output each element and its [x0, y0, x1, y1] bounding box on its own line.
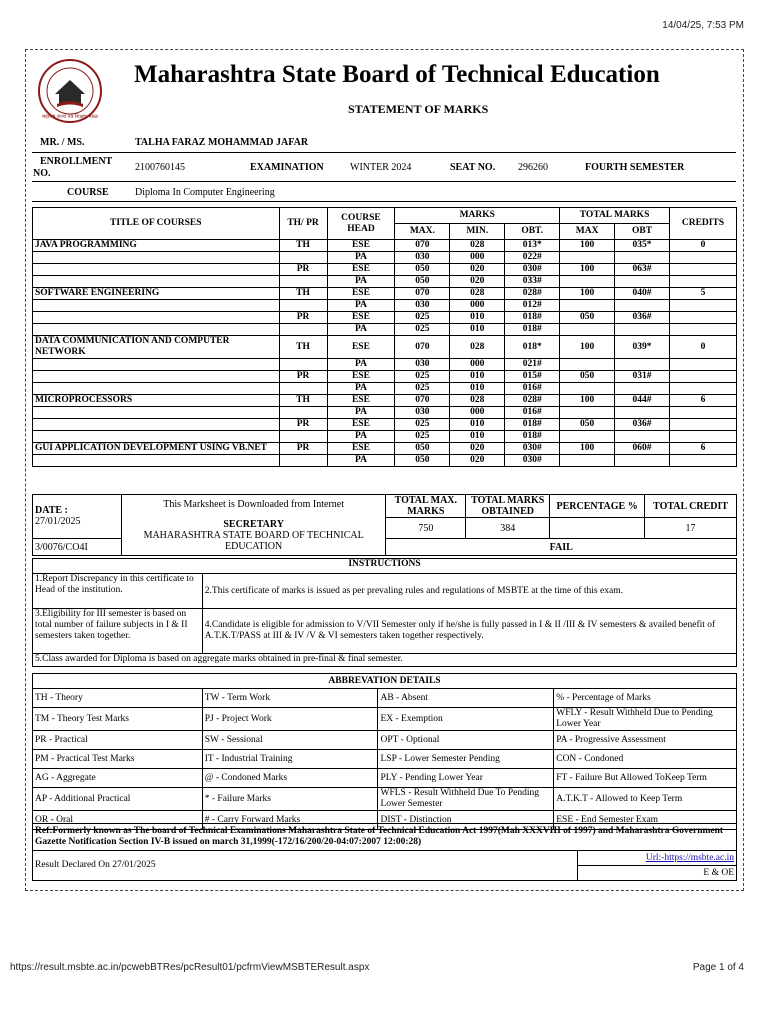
total-max — [560, 431, 615, 443]
th-pr — [279, 276, 327, 288]
col-course-head: COURSE HEAD — [327, 208, 395, 240]
total-obt: 036# — [615, 312, 670, 324]
credits — [669, 324, 736, 336]
total-max: 100 — [560, 264, 615, 276]
max: 050 — [395, 443, 450, 455]
min: 010 — [450, 431, 505, 443]
min: 028 — [450, 336, 505, 359]
max: 050 — [395, 264, 450, 276]
svg-text:महाराष्ट्र राज्य तंत्र शिक्षण: महाराष्ट्र राज्य तंत्र शिक्षण मंडळ — [42, 114, 98, 120]
min: 028 — [450, 395, 505, 407]
th-pr — [279, 455, 327, 467]
max: 025 — [395, 383, 450, 395]
credits — [669, 312, 736, 324]
course-head: PA — [327, 324, 395, 336]
statement-title: STATEMENT OF MARKS — [348, 102, 489, 116]
abbreviation-entry: SW - Sessional — [202, 731, 378, 750]
marks-row — [33, 407, 737, 419]
course-head: ESE — [327, 443, 395, 455]
max: 070 — [395, 395, 450, 407]
divider — [32, 181, 736, 182]
marks-row — [33, 443, 737, 455]
total-obt: 036# — [615, 419, 670, 431]
abbreviation-entry: EX - Exemption — [378, 708, 554, 731]
credits — [669, 276, 736, 288]
col-credits: CREDITS — [669, 208, 736, 240]
course-title: GUI APPLICATION DEVELOPMENT USING VB.NET — [33, 443, 280, 455]
credits: 0 — [669, 240, 736, 252]
divider — [32, 201, 736, 202]
total-max: 100 — [560, 443, 615, 455]
course-head: ESE — [327, 288, 395, 300]
enrollment-label: ENROLLMENT — [40, 156, 113, 167]
course-title — [33, 324, 280, 336]
course-head: PA — [327, 383, 395, 395]
min: 010 — [450, 419, 505, 431]
min: 000 — [450, 407, 505, 419]
max: 025 — [395, 312, 450, 324]
footer-table — [32, 823, 737, 881]
instructions-title: INSTRUCTIONS — [33, 559, 737, 574]
course-title — [33, 312, 280, 324]
total-obt — [615, 276, 670, 288]
min: 020 — [450, 455, 505, 467]
marks-row — [33, 395, 737, 407]
min: 010 — [450, 383, 505, 395]
examination-label: EXAMINATION — [250, 162, 324, 173]
date-value: 27/01/2025 — [35, 516, 81, 527]
enrollment-label-no: NO. — [33, 168, 51, 179]
result-status: FAIL — [386, 539, 737, 556]
th-pr: PR — [279, 312, 327, 324]
max: 025 — [395, 431, 450, 443]
abbreviation-entry: AP - Additional Practical — [33, 788, 203, 811]
obt: 022# — [505, 252, 560, 264]
col-marks: MARKS — [395, 208, 560, 224]
total-obt — [615, 407, 670, 419]
total-obt — [615, 383, 670, 395]
th-pr — [279, 431, 327, 443]
total-max-value: 750 — [386, 518, 466, 539]
credits: 0 — [669, 336, 736, 359]
marks-row — [33, 276, 737, 288]
enrollment-number: 2100760145 — [135, 162, 185, 173]
marks-row — [33, 252, 737, 264]
min: 020 — [450, 276, 505, 288]
marks-row — [33, 431, 737, 443]
th-pr: TH — [279, 288, 327, 300]
total-max — [560, 276, 615, 288]
course-head: ESE — [327, 371, 395, 383]
total-max: 050 — [560, 419, 615, 431]
obt: 030# — [505, 264, 560, 276]
total-credit-label: TOTAL CREDIT — [645, 495, 737, 518]
min: 010 — [450, 312, 505, 324]
th-pr: TH — [279, 240, 327, 252]
abbreviation-entry: DIST - Distinction — [378, 811, 554, 830]
total-obt — [615, 455, 670, 467]
th-pr: TH — [279, 395, 327, 407]
instruction-5: 5.Class awarded for Diploma is based on aggregate marks obtained in pre-final & final semester. — [33, 654, 737, 667]
th-pr — [279, 252, 327, 264]
total-max: 100 — [560, 288, 615, 300]
total-max — [560, 383, 615, 395]
total-max: 100 — [560, 336, 615, 359]
credits — [669, 264, 736, 276]
credits — [669, 455, 736, 467]
marks-row — [33, 419, 737, 431]
abbreviation-entry: TM - Theory Test Marks — [33, 708, 203, 731]
max: 030 — [395, 407, 450, 419]
total-obt-label: TOTAL MARKS OBTAINED — [466, 495, 550, 518]
marks-row — [33, 359, 737, 371]
max: 030 — [395, 359, 450, 371]
instruction-4: 4.Candidate is eligible for admission to V/VII Semester only if he/she is fully passed in I & II /III & IV semesters & availed benefit of A.T.K.T/PASS at III & IV /V & VI semesters taken together respectively. — [202, 609, 736, 654]
marks-table — [32, 207, 737, 467]
abbreviation-entry: PM - Practical Test Marks — [33, 750, 203, 769]
abbreviations-table — [32, 673, 737, 830]
th-pr: TH — [279, 336, 327, 359]
credits — [669, 359, 736, 371]
course-label: COURSE — [67, 187, 109, 198]
instruction-1: 1.Report Discrepancy in this certificate to Head of the institution. — [33, 574, 203, 609]
percentage-label: PERCENTAGE % — [550, 495, 645, 518]
course-title: MICROPROCESSORS — [33, 395, 280, 407]
course-head: ESE — [327, 312, 395, 324]
total-max — [560, 407, 615, 419]
max: 050 — [395, 276, 450, 288]
credits — [669, 407, 736, 419]
total-credit-value: 17 — [645, 518, 737, 539]
marks-row — [33, 300, 737, 312]
marks-row — [33, 336, 737, 359]
total-obt — [615, 431, 670, 443]
percentage-value — [550, 518, 645, 539]
total-obt — [615, 300, 670, 312]
credits: 6 — [669, 395, 736, 407]
max: 030 — [395, 300, 450, 312]
total-obt: 044# — [615, 395, 670, 407]
marks-row — [33, 288, 737, 300]
total-max: 050 — [560, 312, 615, 324]
abbreviation-entry: * - Failure Marks — [202, 788, 378, 811]
abbreviation-entry: TW - Term Work — [202, 689, 378, 708]
total-max — [560, 455, 615, 467]
th-pr — [279, 359, 327, 371]
act-reference: Ref:Formerly known as The board of Technical Examinations Maharashtra State of Technical Education Act 1997(Mah XXXVIII of 1997) and Maharashtra Government Gazette Notification Section IV-B issued on march 31,1999(-172/16/200/20-04:07:2007 12:00:28) — [33, 824, 737, 851]
obt: 033# — [505, 276, 560, 288]
max: 070 — [395, 288, 450, 300]
course-title — [33, 359, 280, 371]
abbreviation-entry: OR - Oral — [33, 811, 203, 830]
max: 030 — [395, 252, 450, 264]
obt: 030# — [505, 455, 560, 467]
obt: 030# — [505, 443, 560, 455]
obt: 012# — [505, 300, 560, 312]
instructions-table — [32, 558, 737, 667]
course-head: ESE — [327, 264, 395, 276]
min: 020 — [450, 443, 505, 455]
board-title: Maharashtra State Board of Technical Education — [134, 61, 660, 88]
max: 070 — [395, 336, 450, 359]
min: 010 — [450, 324, 505, 336]
th-pr: PR — [279, 371, 327, 383]
course-title — [33, 455, 280, 467]
total-max — [560, 359, 615, 371]
abbreviation-entry: CON - Condoned — [554, 750, 737, 769]
total-max — [560, 324, 615, 336]
course-title — [33, 300, 280, 312]
course-head: ESE — [327, 419, 395, 431]
abbreviation-row — [33, 788, 737, 811]
credits — [669, 431, 736, 443]
abbreviation-entry: ESE - End Semester Exam — [554, 811, 737, 830]
abbreviation-entry: WFLS - Result Withheld Due To Pending Lower Semester — [378, 788, 554, 811]
col-total-obt: OBT — [615, 224, 670, 240]
course-title — [33, 371, 280, 383]
reference-code: 3/0076/CO4I — [33, 539, 122, 556]
secretary-title: SECRETARY — [223, 519, 284, 530]
credits — [669, 371, 736, 383]
course-head: PA — [327, 252, 395, 264]
abbreviation-entry: TH - Theory — [33, 689, 203, 708]
abbreviation-row — [33, 708, 737, 731]
min: 000 — [450, 252, 505, 264]
obt: 018# — [505, 431, 560, 443]
download-note: This Marksheet is Downloaded from Internet — [163, 499, 345, 510]
max: 025 — [395, 324, 450, 336]
instruction-3: 3.Eligibility for III semester is based on total number of failure subjects in I & II semesters taken together. — [33, 609, 203, 654]
abbreviation-entry: FT - Failure But Allowed ToKeep Term — [554, 769, 737, 788]
course-head: ESE — [327, 336, 395, 359]
abbreviations-title: ABBREVATION DETAILS — [33, 674, 737, 689]
total-obt — [615, 324, 670, 336]
credits — [669, 300, 736, 312]
obt: 018* — [505, 336, 560, 359]
course-head: ESE — [327, 395, 395, 407]
course-title: DATA COMMUNICATION AND COMPUTER NETWORK — [33, 336, 280, 359]
credits: 6 — [669, 443, 736, 455]
total-obt — [615, 252, 670, 264]
e-and-oe: E & OE — [578, 866, 737, 881]
total-max: 100 — [560, 240, 615, 252]
max: 025 — [395, 419, 450, 431]
result-declared: Result Declared On 27/01/2025 — [33, 851, 578, 881]
abbreviation-entry: PLY - Pending Lower Year — [378, 769, 554, 788]
total-obt: 031# — [615, 371, 670, 383]
min: 020 — [450, 264, 505, 276]
course-head: ESE — [327, 240, 395, 252]
abbreviation-entry: LSP - Lower Semester Pending — [378, 750, 554, 769]
th-pr: PR — [279, 443, 327, 455]
max: 070 — [395, 240, 450, 252]
abbreviation-row — [33, 750, 737, 769]
course-title — [33, 276, 280, 288]
marks-row — [33, 455, 737, 467]
course-title — [33, 431, 280, 443]
course-head: PA — [327, 359, 395, 371]
abbreviation-entry: OPT - Optional — [378, 731, 554, 750]
course-title — [33, 252, 280, 264]
col-obt: OBT. — [505, 224, 560, 240]
marks-row — [33, 240, 737, 252]
total-obt: 040# — [615, 288, 670, 300]
course-head: PA — [327, 431, 395, 443]
abbreviation-row — [33, 769, 737, 788]
total-max — [560, 300, 615, 312]
max: 025 — [395, 371, 450, 383]
total-max — [560, 252, 615, 264]
credits — [669, 252, 736, 264]
instruction-2: 2.This certificate of marks is issued as per prevaling rules and regulations of MSBTE at the time of this exam. — [202, 574, 736, 609]
col-max: MAX. — [395, 224, 450, 240]
th-pr — [279, 383, 327, 395]
marks-row — [33, 312, 737, 324]
divider — [32, 152, 736, 153]
min: 010 — [450, 371, 505, 383]
course-head: PA — [327, 455, 395, 467]
th-pr — [279, 300, 327, 312]
min: 000 — [450, 300, 505, 312]
abbreviation-row — [33, 689, 737, 708]
print-timestamp: 14/04/25, 7:53 PM — [662, 20, 744, 31]
marks-row — [33, 371, 737, 383]
course-name: Diploma In Computer Engineering — [135, 187, 275, 198]
course-head: PA — [327, 300, 395, 312]
course-title: SOFTWARE ENGINEERING — [33, 288, 280, 300]
th-pr: PR — [279, 419, 327, 431]
marks-row — [33, 264, 737, 276]
name-label: MR. / MS. — [40, 137, 85, 148]
total-max-label: TOTAL MAX. MARKS — [386, 495, 466, 518]
total-obt — [615, 359, 670, 371]
total-obt-value: 384 — [466, 518, 550, 539]
col-total-marks: TOTAL MARKS — [560, 208, 670, 224]
marks-row — [33, 324, 737, 336]
total-obt: 039* — [615, 336, 670, 359]
min: 028 — [450, 240, 505, 252]
total-max: 050 — [560, 371, 615, 383]
abbreviation-entry: PJ - Project Work — [202, 708, 378, 731]
obt: 021# — [505, 359, 560, 371]
summary-table — [32, 494, 737, 556]
abbreviation-entry: AB - Absent — [378, 689, 554, 708]
th-pr — [279, 324, 327, 336]
obt: 018# — [505, 312, 560, 324]
th-pr: PR — [279, 264, 327, 276]
abbreviation-entry: % - Percentage of Marks — [554, 689, 737, 708]
credits — [669, 383, 736, 395]
course-title: JAVA PROGRAMMING — [33, 240, 280, 252]
total-obt: 060# — [615, 443, 670, 455]
course-title — [33, 419, 280, 431]
student-name: TALHA FARAZ MOHAMMAD JAFAR — [135, 137, 309, 148]
obt: 018# — [505, 324, 560, 336]
secretary-org: MAHARASHTRA STATE BOARD OF TECHNICAL EDUCATION — [143, 530, 364, 552]
obt: 028# — [505, 288, 560, 300]
date-label: DATE : — [35, 505, 68, 516]
abbreviation-entry: IT - Industrial Training — [202, 750, 378, 769]
col-min: MIN. — [450, 224, 505, 240]
th-pr — [279, 407, 327, 419]
page-url: https://result.msbte.ac.in/pcwebBTRes/pcResult01/pcfrmViewMSBTEResult.aspx — [10, 962, 370, 973]
total-obt: 063# — [615, 264, 670, 276]
abbreviation-entry: # - Carry Forward Marks — [202, 811, 378, 830]
obt: 028# — [505, 395, 560, 407]
credits: 5 — [669, 288, 736, 300]
abbreviation-entry: PA - Progressive Assessment — [554, 731, 737, 750]
abbreviation-entry: AG - Aggregate — [33, 769, 203, 788]
course-head: PA — [327, 276, 395, 288]
obt: 015# — [505, 371, 560, 383]
max: 050 — [395, 455, 450, 467]
seat-label: SEAT NO. — [450, 162, 496, 173]
msbte-website-link[interactable]: Url:-https://msbte.ac.in — [645, 852, 734, 863]
abbreviation-entry: @ - Condoned Marks — [202, 769, 378, 788]
seat-number: 296260 — [518, 162, 548, 173]
min: 028 — [450, 288, 505, 300]
obt: 016# — [505, 407, 560, 419]
msbte-logo — [37, 58, 103, 124]
abbreviation-entry: WFLY - Result Withheld Due to Pending Lower Year — [554, 708, 737, 731]
total-max: 100 — [560, 395, 615, 407]
min: 000 — [450, 359, 505, 371]
semester: FOURTH SEMESTER — [585, 162, 685, 173]
abbreviation-row — [33, 731, 737, 750]
col-total-max: MAX — [560, 224, 615, 240]
course-title — [33, 407, 280, 419]
course-title — [33, 383, 280, 395]
total-obt: 035* — [615, 240, 670, 252]
obt: 016# — [505, 383, 560, 395]
col-thpr: TH/ PR — [279, 208, 327, 240]
examination-value: WINTER 2024 — [350, 162, 412, 173]
abbreviation-entry: PR - Practical — [33, 731, 203, 750]
page-number: Page 1 of 4 — [692, 962, 744, 973]
obt: 013* — [505, 240, 560, 252]
credits — [669, 419, 736, 431]
course-title — [33, 264, 280, 276]
abbreviation-entry: A.T.K.T - Allowed to Keep Term — [554, 788, 737, 811]
obt: 018# — [505, 419, 560, 431]
col-title: TITLE OF COURSES — [33, 208, 280, 240]
course-head: PA — [327, 407, 395, 419]
marks-row — [33, 383, 737, 395]
